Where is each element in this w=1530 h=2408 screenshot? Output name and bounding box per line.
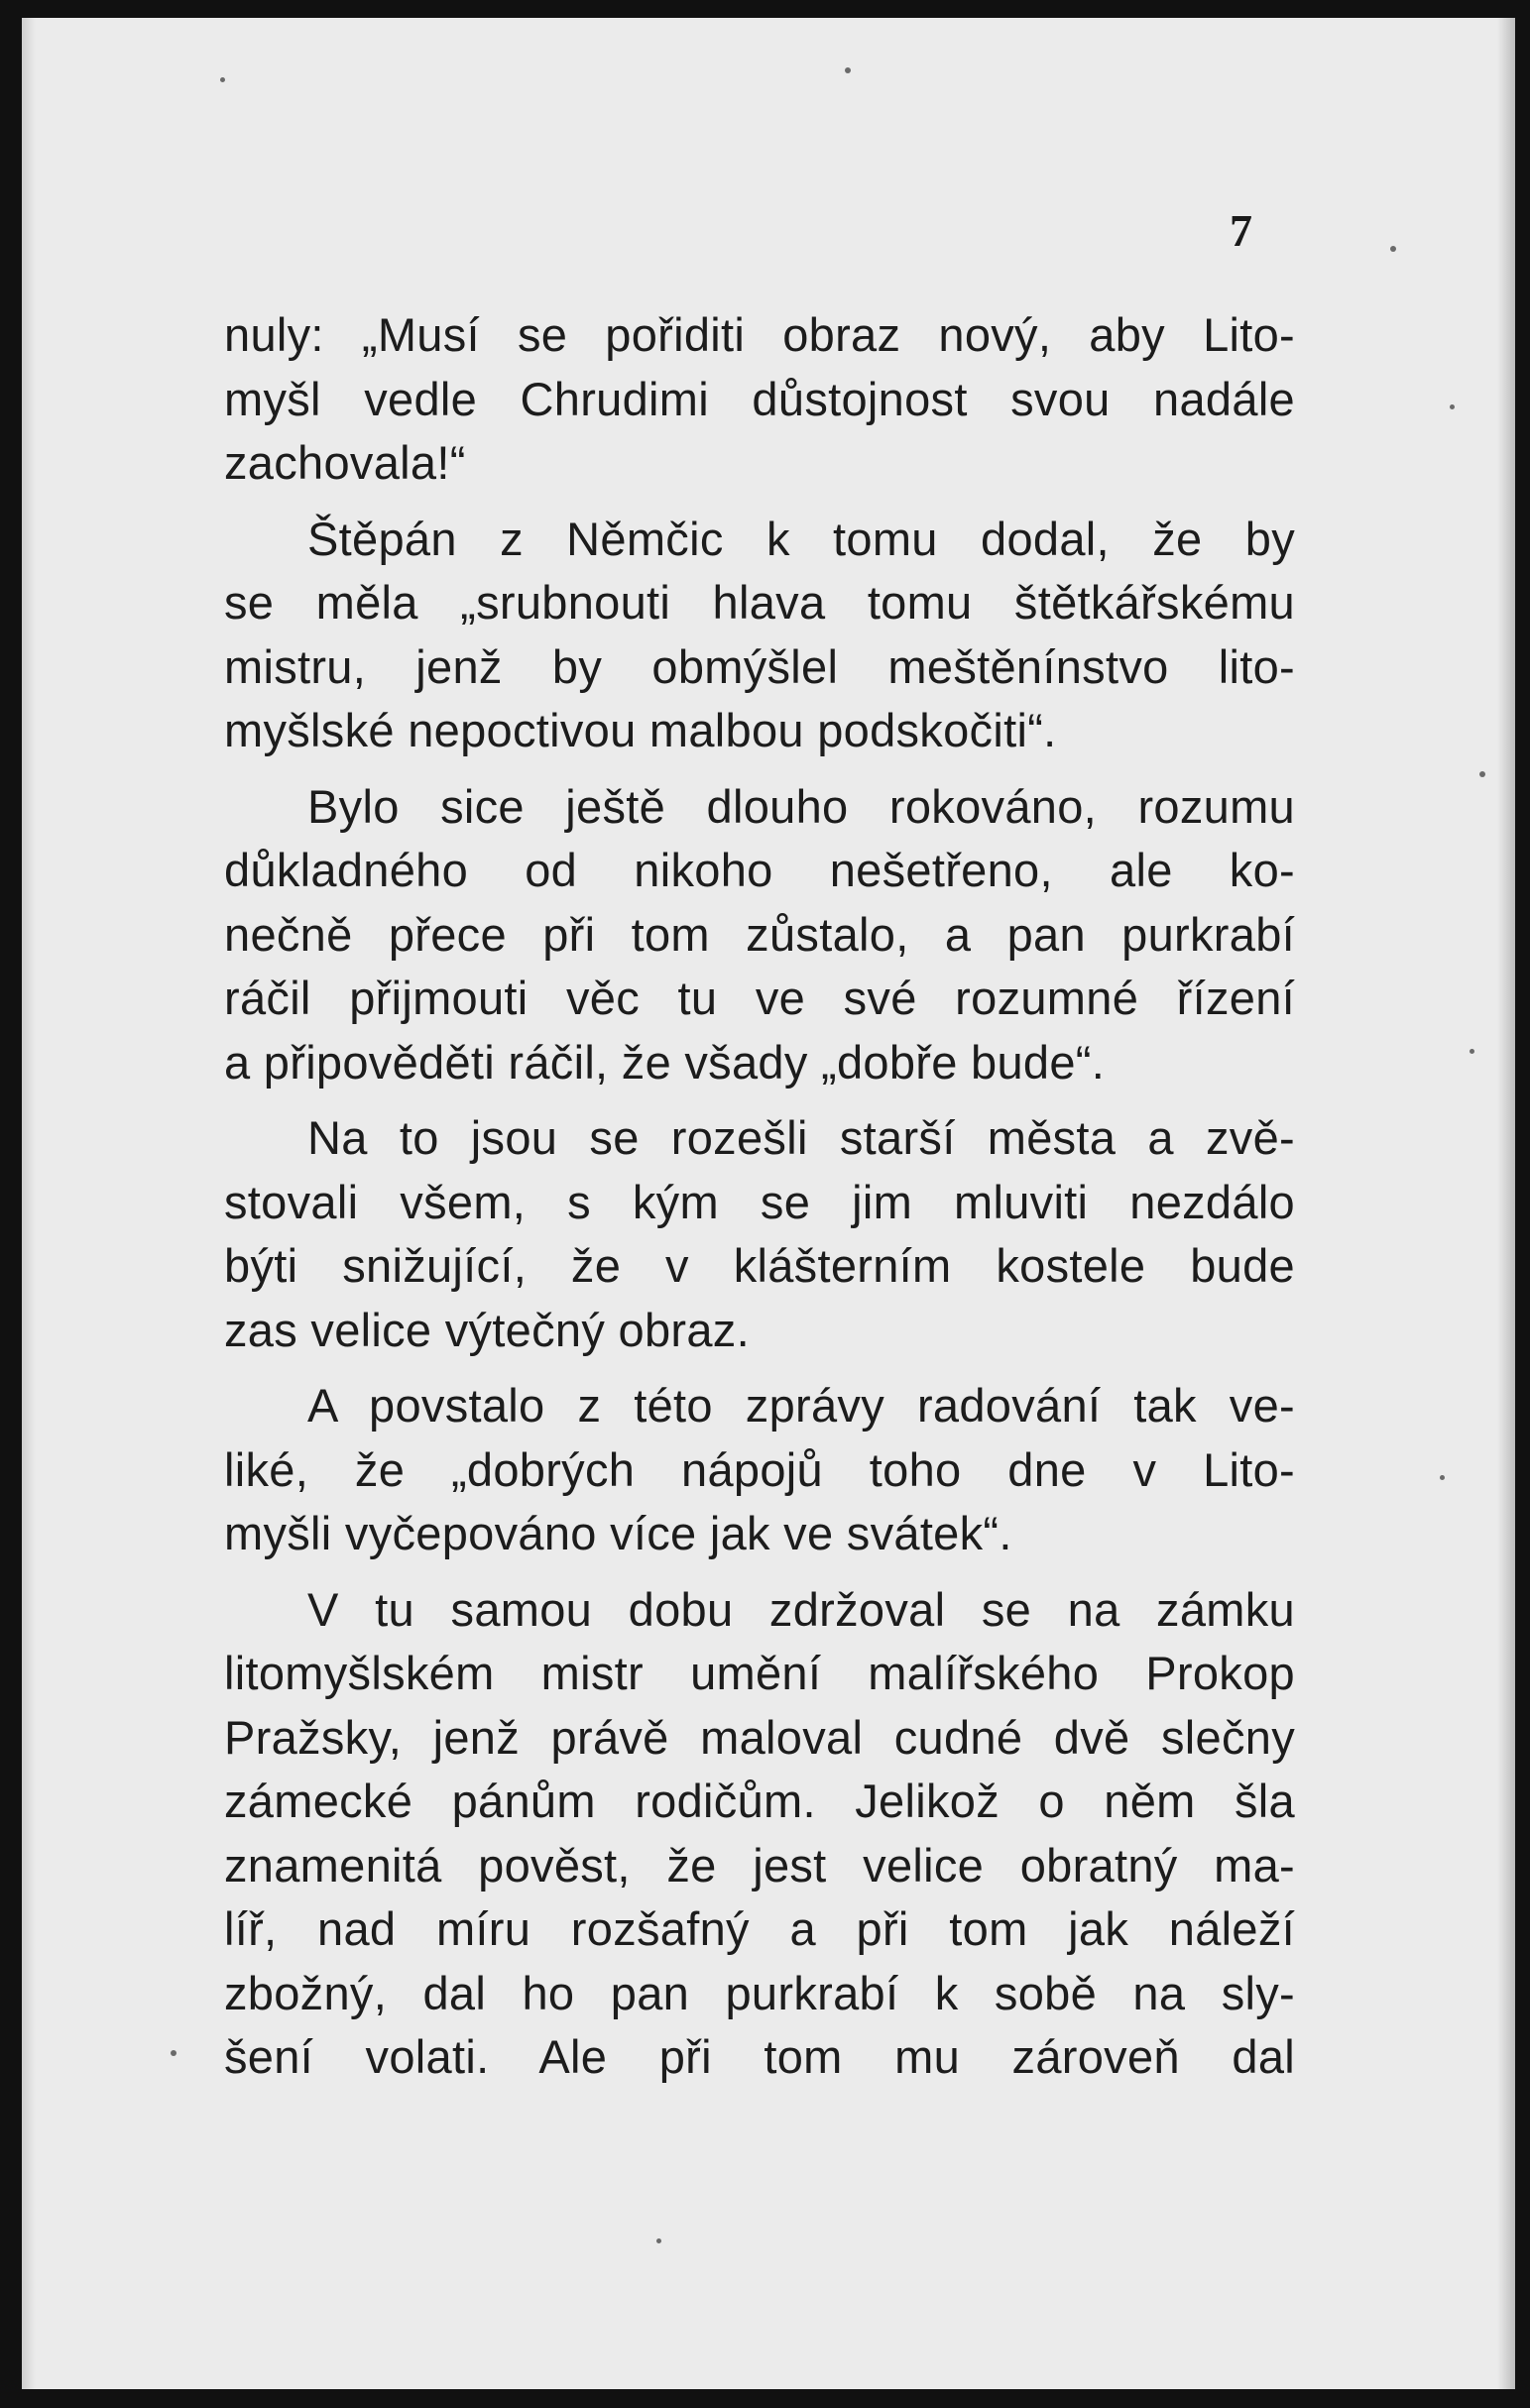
scan-speck (1479, 771, 1485, 777)
text-line: nečně přece při tom zůstalo, a pan purkrabí (224, 907, 1295, 961)
text-line: Bylo sice ještě dlouho rokováno, rozumu (307, 779, 1295, 833)
scan-speck (1470, 1049, 1474, 1054)
scan-speck (656, 2238, 661, 2243)
text-line: liké, že „dobrých nápojů toho dne v Lito- (224, 1442, 1295, 1496)
text-line: a připověděti ráčil, že všady „dobře bude“. (224, 1035, 1106, 1089)
scan-speck (845, 67, 851, 73)
paragraph (224, 303, 1295, 496)
text-line: zachovala!“ (224, 436, 466, 489)
text-line: myšl vedle Chrudimi důstojnost svou nadále (224, 372, 1295, 425)
text-line: V tu samou dobu zdržoval se na zámku (307, 1582, 1295, 1636)
page-number: 7 (1230, 205, 1252, 256)
scan-speck (1390, 246, 1396, 252)
text-line: mistru, jenž by obmýšlel meštěnínstvo lito- (224, 639, 1295, 693)
text-line: líř, nad míru rozšafný a při tom jak náleží (224, 1902, 1295, 1955)
text-line: býti snižující, že v klášterním kostele bude (224, 1239, 1295, 1292)
text-line: ráčil přijmouti věc tu ve své rozumné řízení (224, 972, 1295, 1024)
text-line: nuly: „Musí se pořiditi obraz nový, aby Lito- (224, 308, 1295, 361)
text-line: A povstalo z této zprávy radování tak ve- (307, 1379, 1295, 1432)
text-line: zbožný, dal ho pan purkrabí k sobě na sly- (224, 1966, 1295, 2019)
body-text (224, 303, 1295, 2102)
scan-speck (1440, 1475, 1445, 1480)
paragraph (224, 1578, 1295, 2090)
paragraph (224, 1106, 1295, 1362)
scan-speck (171, 2050, 177, 2056)
text-line: šení volati. Ale při tom mu zároveň dal (224, 2030, 1295, 2083)
text-line: litomyšlském mistr umění malířského Prokop (224, 1647, 1295, 1699)
paragraph (224, 508, 1295, 763)
text-line: se měla „srubnouti hlava tomu štětkářskému (224, 576, 1295, 629)
page-right-edge-shadow (1497, 18, 1515, 2389)
scan-speck (220, 77, 225, 82)
paragraph (224, 775, 1295, 1095)
text-line: znamenitá pověst, že jest velice obratný ma- (224, 1838, 1295, 1892)
text-line: Na to jsou se rozešli starší města a zvě- (307, 1111, 1295, 1164)
text-line: Pražsky, jenž právě maloval cudné dvě slečny (224, 1710, 1295, 1764)
text-line: Štěpán z Němčic k tomu dodal, že by (307, 512, 1295, 565)
text-line: myšlské nepoctivou malbou podskočiti“. (224, 704, 1057, 756)
page-left-edge-shadow (22, 18, 36, 2389)
text-line: myšli vyčepováno více jak ve svátek“. (224, 1507, 1012, 1559)
paragraph (224, 1374, 1295, 1566)
text-line: zas velice výtečný obraz. (224, 1303, 750, 1356)
scan-speck (1450, 404, 1455, 409)
text-line: stovali všem, s kým se jim mluviti nezdálo (224, 1175, 1295, 1228)
text-line: důkladného od nikoho nešetřeno, ale ko- (224, 844, 1295, 896)
book-page (22, 18, 1515, 2389)
text-line: zámecké pánům rodičům. Jelikož o něm šla (224, 1775, 1295, 1827)
